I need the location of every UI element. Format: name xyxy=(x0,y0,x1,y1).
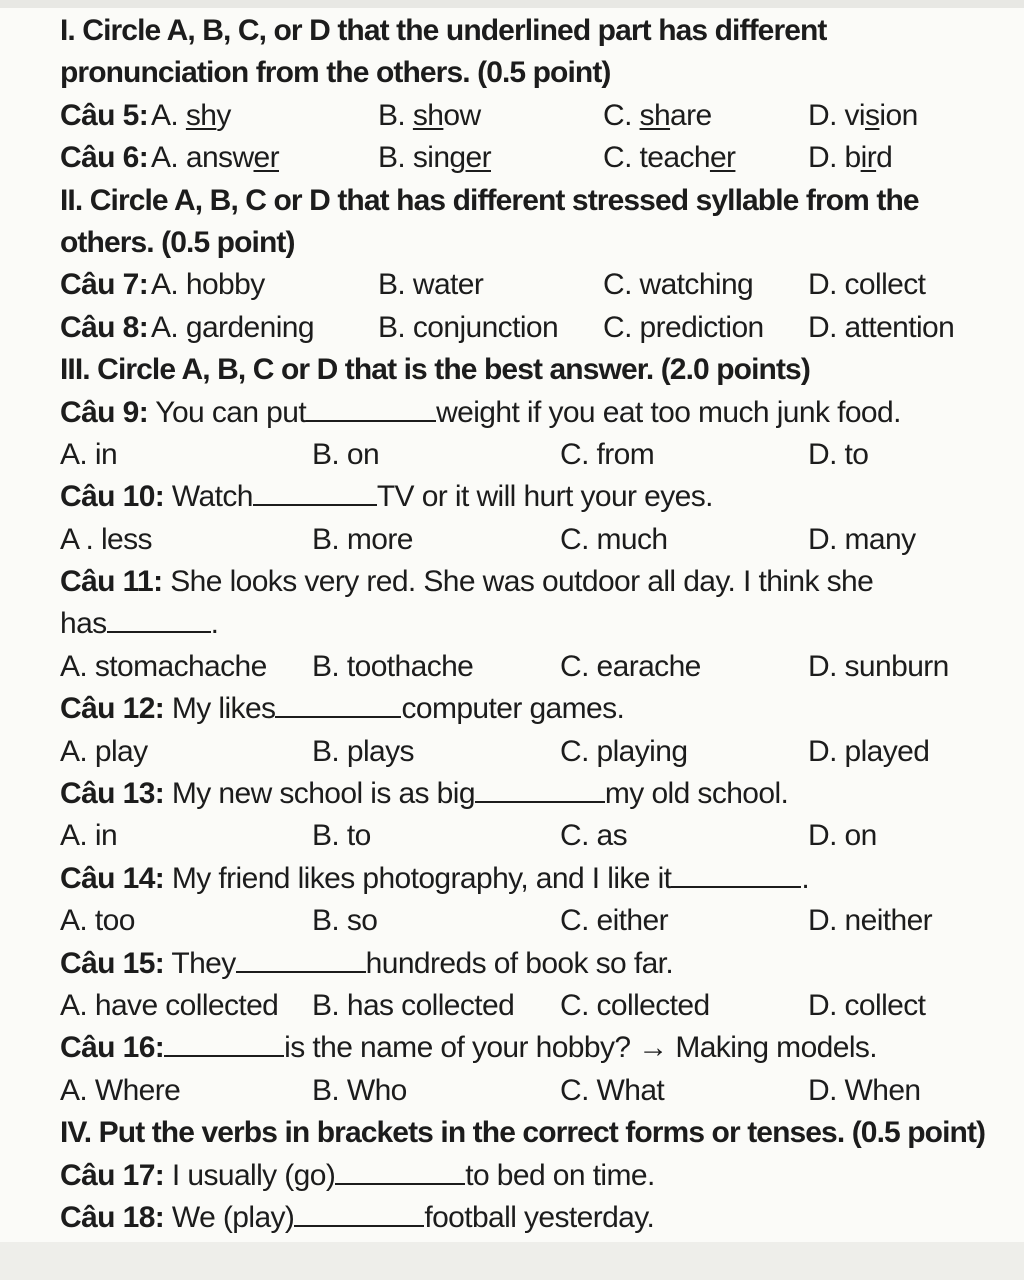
question-label: Câu 16: xyxy=(60,1031,165,1065)
answer-blank[interactable] xyxy=(306,392,436,422)
option-a[interactable]: A. have collected xyxy=(60,988,279,1022)
question-text: You can put xyxy=(148,395,307,429)
question-10-stem xyxy=(60,476,1000,518)
question-15-options xyxy=(60,985,1000,1027)
question-text: my old school. xyxy=(604,777,789,811)
question-text: We (play) xyxy=(164,1200,295,1234)
question-7 xyxy=(60,264,1000,306)
question-label: Câu 8: xyxy=(60,310,149,344)
question-text: . xyxy=(210,607,219,641)
question-text: My likes xyxy=(164,692,276,726)
question-text: They xyxy=(164,946,236,980)
option-d[interactable]: D. vision xyxy=(808,98,918,132)
question-9-stem xyxy=(60,392,1000,434)
question-11-options xyxy=(60,646,1000,688)
option-a[interactable]: A. play xyxy=(60,734,148,768)
question-8 xyxy=(60,307,1000,349)
question-label: Câu 6: xyxy=(60,141,149,175)
option-b[interactable]: B. to xyxy=(312,819,371,853)
question-text: I usually (go) xyxy=(164,1158,336,1192)
worksheet xyxy=(60,10,1000,1239)
option-b[interactable]: B. more xyxy=(312,522,413,556)
option-c[interactable]: C. watching xyxy=(603,268,754,302)
question-label: Câu 12: xyxy=(60,692,165,726)
question-text: computer games. xyxy=(401,692,625,726)
question-12-options xyxy=(60,731,1000,773)
bottom-edge xyxy=(0,1242,1024,1280)
option-c[interactable]: C. What xyxy=(560,1073,665,1107)
answer-blank[interactable] xyxy=(294,1197,424,1227)
option-c[interactable]: C. as xyxy=(560,819,628,853)
section-4-heading: IV. Put the verbs in brackets in the correct forms or tenses. (0.5 point) xyxy=(60,1116,986,1150)
option-a[interactable]: A. stomachache xyxy=(60,649,267,683)
option-b[interactable]: B. singer xyxy=(378,141,491,175)
option-c[interactable]: C. prediction xyxy=(603,310,764,344)
question-text: Watch xyxy=(164,480,253,514)
question-9-options xyxy=(60,434,1000,476)
option-a[interactable]: A. shy xyxy=(151,98,231,132)
question-text: to bed on time. xyxy=(465,1158,655,1192)
option-b[interactable]: B. has collected xyxy=(312,988,515,1022)
question-text: hundreds of book so far. xyxy=(365,946,674,980)
option-d[interactable]: D. many xyxy=(808,522,916,556)
question-13-stem xyxy=(60,773,1000,815)
question-16-stem xyxy=(60,1027,1000,1069)
answer-blank[interactable] xyxy=(671,858,801,888)
section-2-heading-line-2: others. (0.5 point) xyxy=(60,225,295,259)
question-text: My new school is as big xyxy=(164,777,475,811)
question-label: Câu 17: xyxy=(60,1158,165,1192)
option-c[interactable]: C. share xyxy=(603,98,712,132)
section-2-heading-line-1: II. Circle A, B, C or D that has different stressed syllable from the xyxy=(60,183,919,217)
option-c[interactable]: C. either xyxy=(560,904,668,938)
option-d[interactable]: D. collect xyxy=(808,988,926,1022)
option-a[interactable]: A. hobby xyxy=(151,268,265,302)
option-a[interactable]: A . less xyxy=(60,522,152,556)
question-text: football yesterday. xyxy=(424,1200,655,1234)
option-b[interactable]: B. conjunction xyxy=(378,310,559,344)
question-label: Câu 10: xyxy=(60,480,165,514)
question-12-stem xyxy=(60,688,1000,730)
question-text: TV or it will hurt your eyes. xyxy=(376,480,713,514)
answer-blank[interactable] xyxy=(164,1027,284,1057)
question-label: Câu 14: xyxy=(60,861,165,895)
question-11-stem xyxy=(60,561,1000,603)
option-d[interactable]: D. to xyxy=(808,437,869,471)
section-1-heading-line-1: I. Circle A, B, C, or D that the underlined part has different xyxy=(60,14,827,47)
question-label: Câu 9: xyxy=(60,395,149,429)
option-a[interactable]: A. in xyxy=(60,819,118,853)
question-5 xyxy=(60,95,1000,137)
question-14-options xyxy=(60,900,1000,942)
option-a[interactable]: A. Where xyxy=(60,1073,181,1107)
option-b[interactable]: B. Who xyxy=(312,1073,407,1107)
option-a[interactable]: A. too xyxy=(60,904,135,938)
option-b[interactable]: B. water xyxy=(378,268,484,302)
question-text: She looks very red. She was outdoor all day. I think she xyxy=(162,565,874,599)
answer-blank[interactable] xyxy=(107,603,211,633)
question-text: has xyxy=(60,607,107,641)
option-d[interactable]: D. played xyxy=(808,734,930,768)
question-11-stem-cont xyxy=(60,603,1000,645)
option-c[interactable]: C. from xyxy=(560,437,655,471)
question-6 xyxy=(60,137,1000,179)
section-3-heading: III. Circle A, B, C or D that is the best answer. (2.0 points) xyxy=(60,353,810,387)
question-label: Câu 13: xyxy=(60,777,165,811)
option-b[interactable]: B. on xyxy=(312,437,380,471)
option-a[interactable]: A. answer xyxy=(151,141,279,175)
option-d[interactable]: D. on xyxy=(808,819,877,853)
question-text: is the name of your hobby? → Making models. xyxy=(284,1031,878,1065)
option-c[interactable]: C. much xyxy=(560,522,668,556)
option-b[interactable]: B. plays xyxy=(312,734,414,768)
question-16-options xyxy=(60,1070,1000,1112)
question-10-options xyxy=(60,519,1000,561)
question-text: weight if you eat too much junk food. xyxy=(436,395,901,429)
section-1-heading-line-2: pronunciation from the others. (0.5 point) xyxy=(60,56,611,90)
question-14-stem xyxy=(60,858,1000,900)
top-edge xyxy=(0,0,1024,8)
option-d[interactable]: D. collect xyxy=(808,268,926,302)
option-c[interactable]: C. teacher xyxy=(603,141,736,175)
question-label: Câu 11: xyxy=(60,565,163,599)
question-13-options xyxy=(60,815,1000,857)
question-label: Câu 5: xyxy=(60,98,149,132)
option-d[interactable]: D. bird xyxy=(808,141,893,175)
option-d[interactable]: D. sunburn xyxy=(808,649,949,683)
answer-blank[interactable] xyxy=(275,688,401,718)
option-d[interactable]: D. neither xyxy=(808,904,933,938)
option-c[interactable]: C. earache xyxy=(560,649,701,683)
option-d[interactable]: D. When xyxy=(808,1073,921,1107)
answer-blank[interactable] xyxy=(253,476,377,506)
option-c[interactable]: C. collected xyxy=(560,988,710,1022)
option-c[interactable]: C. playing xyxy=(560,734,688,768)
answer-blank[interactable] xyxy=(335,1155,465,1185)
question-18-stem xyxy=(60,1197,1000,1239)
question-text: . xyxy=(801,861,810,895)
option-a[interactable]: A. gardening xyxy=(151,310,314,344)
question-label: Câu 15: xyxy=(60,946,165,980)
option-b[interactable]: B. show xyxy=(378,98,481,132)
option-b[interactable]: B. toothache xyxy=(312,649,474,683)
question-15-stem xyxy=(60,943,1000,985)
question-label: Câu 7: xyxy=(60,268,149,302)
answer-blank[interactable] xyxy=(475,773,605,803)
option-a[interactable]: A. in xyxy=(60,437,118,471)
option-d[interactable]: D. attention xyxy=(808,310,955,344)
question-17-stem xyxy=(60,1155,1000,1197)
answer-blank[interactable] xyxy=(236,943,366,973)
question-label: Câu 18: xyxy=(60,1200,165,1234)
option-b[interactable]: B. so xyxy=(312,904,378,938)
question-text: My friend likes photography, and I like it xyxy=(164,861,672,895)
